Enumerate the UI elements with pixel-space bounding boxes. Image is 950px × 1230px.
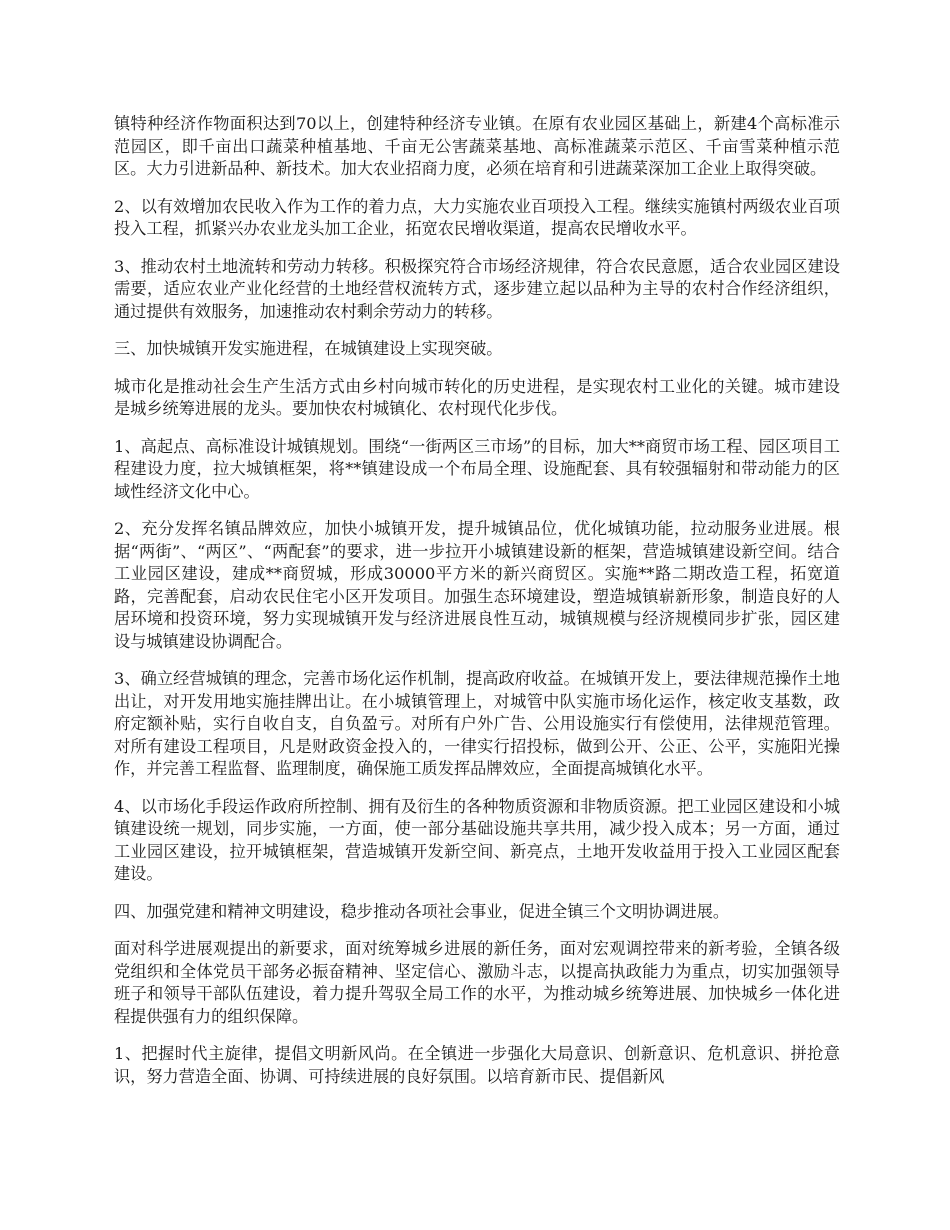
document-body: [114, 113, 840, 1103]
paragraph: 3、推动农村土地流转和劳动力转移。积极探究符合市场经济规律，符合农民意愿，适合农业园区建设需要，适应农业产业化经营的土地经营权流转方式，逐步建立起以品种为主导的农村合作经济组织，通过提供有效服务，加速推动农村剩余劳动力的转移。: [114, 256, 840, 321]
section-heading: 三、加快城镇开发实施进程，在城镇建设上实现突破。: [114, 339, 503, 358]
paragraph: 1、高起点、高标准设计城镇规划。围绕“一街两区三市场”的目标，加大**商贸市场工程、园区项目工程建设力度，拉大城镇框架，将**镇建设成一个布局全理、设施配套、具有较强辐射和带动能力的区域性经济文化中心。: [114, 436, 840, 501]
section-heading: 四、加强党建和精神文明建设，稳步推动各项社会事业，促进全镇三个文明协调进展。: [114, 901, 730, 921]
paragraph: 面对科学进展观提出的新要求，面对统筹城乡进展的新任务，面对宏观调控带来的新考验，全镇各级党组织和全体党员干部务必振奋精神、坚定信心、激励斗志，以提高执政能力为重点，切实加强领导班子和领导干部队伍建设，着力提升驾驭全局工作的水平，为推动城乡统筹进展、加快城乡一体化进程提供强有力的组织保障。: [114, 939, 840, 1026]
paragraph: 2、以有效增加农民收入作为工作的着力点，大力实施农业百项投入工程。继续实施镇村两级农业百项投入工程，抓紧兴办农业龙头加工企业，拓宽农民增收渠道，提高农民增收水平。: [114, 196, 840, 238]
paragraph: 2、充分发挥名镇品牌效应，加快小城镇开发，提升城镇品位，优化城镇功能，拉动服务业进展。根据“两街”、“两区”、“两配套”的要求，进一步拉开小城镇建设新的框架，营造城镇建设新空间。结合工业园区建设，建成**商贸城，形成30000平方米的新兴商贸区。实施**路二期改造工程，拓宽道路，完善配套，启动农民住宅小区开发项目。加强生态环境建设，塑造城镇崭新形象，制造良好的人居环境和投资环境，努力实现城镇开发与经济进展良性互动，城镇规模与经济规模同步扩张，园区建设与城镇建设协调配合。: [114, 519, 840, 651]
paragraph: 镇特种经济作物面积达到70以上，创建特种经济专业镇。在原有农业园区基础上，新建4个高标准示范园区，即千亩出口蔬菜种植基地、千亩无公害蔬菜基地、高标准蔬菜示范区、千亩雪菜种植示范区。大力引进新品种、新技术。加大农业招商力度，必须在培育和引进蔬菜深加工企业上取得突破。: [114, 114, 840, 178]
paragraph: 1、把握时代主旋律，提倡文明新风尚。在全镇进一步强化大局意识、创新意识、危机意识、拼抢意识，努力营造全面、协调、可持续进展的良好氛围。以培育新市民、提倡新风: [114, 1044, 840, 1086]
paragraph: 4、以市场化手段运作政府所控制、拥有及衍生的各种物质资源和非物质资源。把工业园区建设和小城镇建设统一规划，同步实施，一方面，使一部分基础设施共享共用，减少投入成本；另一方面，通过工业园区建设，拉开城镇框架，营造城镇开发新空间、新亮点，土地开发收益用于投入工业园区配套建设。: [114, 796, 840, 883]
paragraph: 3、确立经营城镇的理念，完善市场化运作机制，提高政府收益。在城镇开发上，要法律规范操作土地出让，对开发用地实施挂牌出让。在小城镇管理上，对城管中队实施市场化运作，核定收支基数，政府定额补贴，实行自收自支，自负盈亏。对所有户外广告、公用设施实行有偿使用，法律规范管理。对所有建设工程项目，凡是财政资金投入的，一律实行招投标，做到公开、公正、公平，实施阳光操作，并完善工程监督、监理制度，确保施工质发挥品牌效应，全面提高城镇化水平。: [114, 669, 840, 778]
paragraph: 城市化是推动社会生产生活方式由乡村向城市转化的历史进程，是实现农村工业化的关键。城市建设是城乡统筹进展的龙头。要加快农村城镇化、农村现代化步伐。: [114, 376, 840, 418]
